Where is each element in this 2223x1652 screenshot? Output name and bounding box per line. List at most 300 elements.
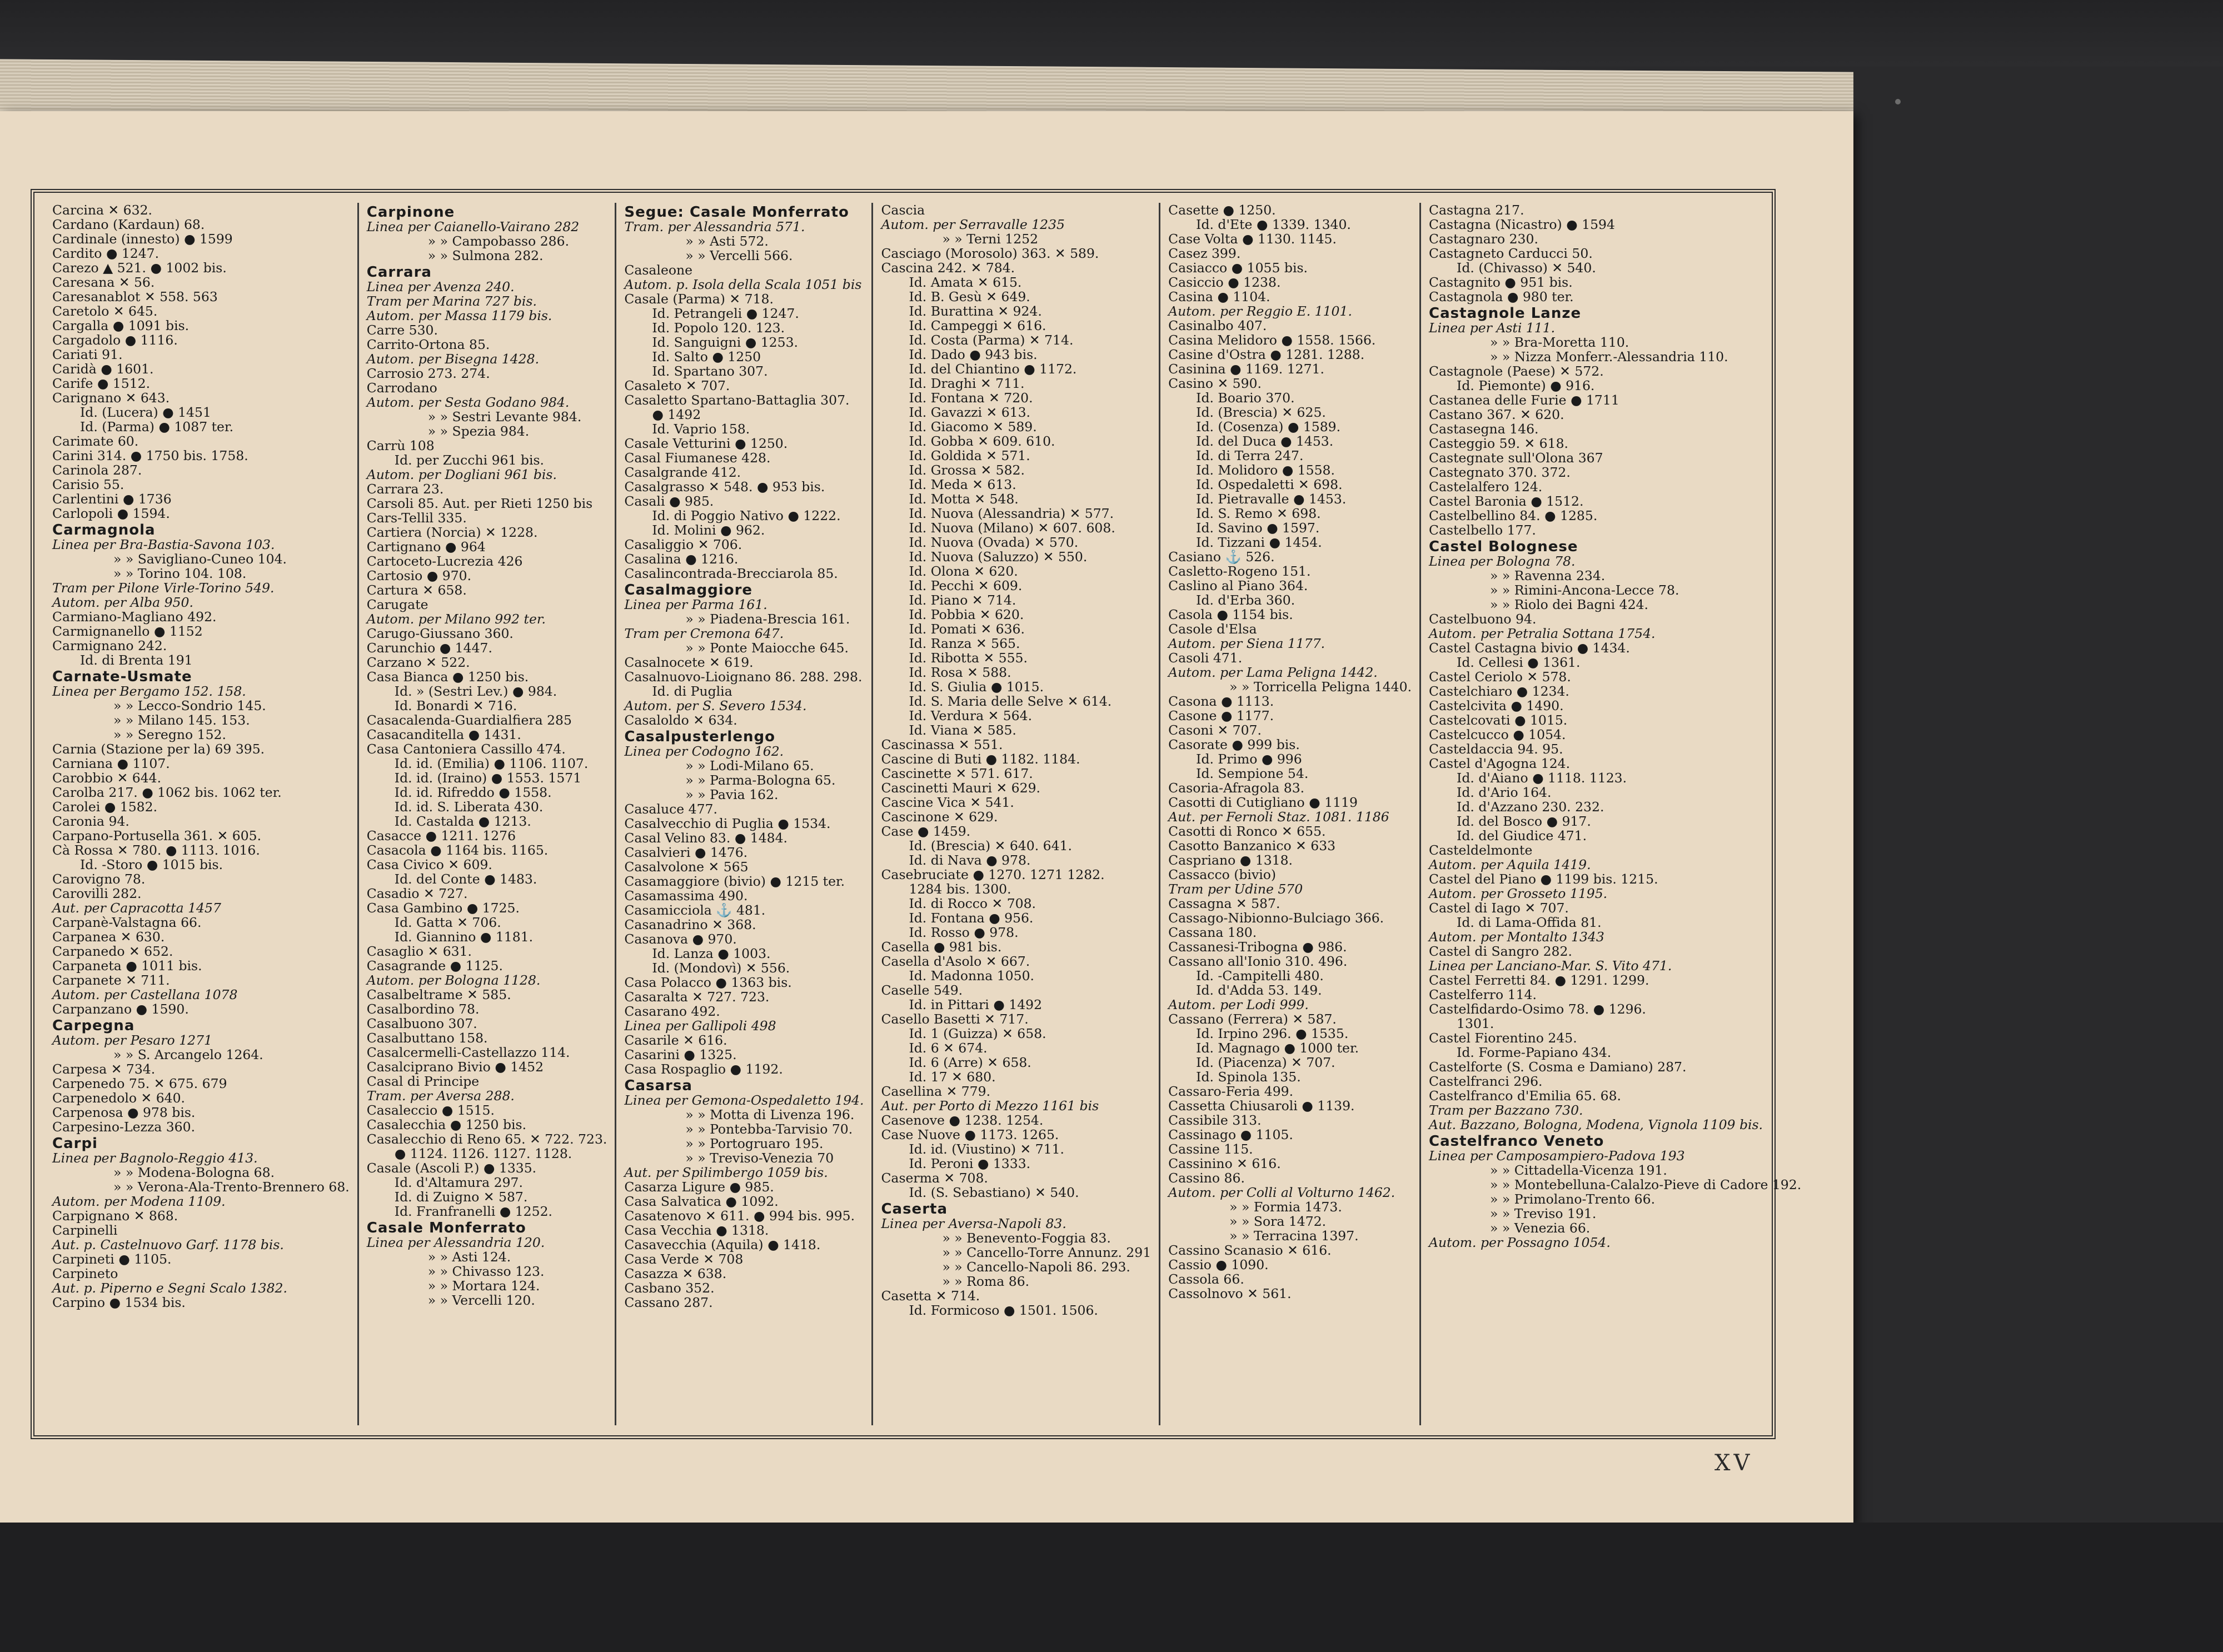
index-entry: Casacce ● 1211. 1276 xyxy=(366,828,516,844)
index-entry: Castano 367. ✕ 620. xyxy=(1429,407,1564,422)
index-entry: Castel d'Agogna 124. xyxy=(1429,756,1571,771)
index-entry: Cassino Scanasio ✕ 616. xyxy=(1168,1242,1332,1258)
index-entry: Id. per Zucchi 961 bis. xyxy=(394,452,545,468)
index-entry: Autom. per Pesaro 1271 xyxy=(52,1032,212,1048)
index-entry: Carobbio ✕ 644. xyxy=(52,770,162,786)
index-entry: Carre 530. xyxy=(366,322,438,338)
index-entry: Id. id. (Iraino) ● 1553. 1571 xyxy=(394,770,582,786)
index-entry: Carpinelli xyxy=(52,1222,118,1238)
index-entry: Casalecchio di Reno 65. ✕ 722. 723. xyxy=(366,1131,607,1147)
index-entry: Cardano (Kardaun) 68. xyxy=(52,217,205,232)
index-entry: Id. -Campitelli 480. xyxy=(1196,968,1324,984)
index-entry: Cascinone ✕ 629. xyxy=(881,809,998,825)
index-entry: Casale Vetturini ● 1250. xyxy=(624,436,788,451)
index-entry: Carlentini ● 1736 xyxy=(52,491,172,507)
index-entry: ● 1492 xyxy=(652,407,701,422)
index-entry: Casal Fiumanese 428. xyxy=(624,450,771,466)
index-entry: Casoria-Afragola 83. xyxy=(1168,780,1305,796)
index-entry: Autom. per Colli al Volturno 1462. xyxy=(1168,1185,1395,1200)
index-entry: Castel Castagna bivio ● 1434. xyxy=(1429,640,1630,656)
index-entry: Castelfranci 296. xyxy=(1429,1074,1543,1089)
index-entry: Id. Campeggi ✕ 616. xyxy=(909,318,1046,333)
index-entry: Id. del Chiantino ● 1172. xyxy=(909,361,1077,377)
index-entry: Id. (Piacenza) ✕ 707. xyxy=(1196,1055,1335,1070)
index-entry: » » Piadena-Brescia 161. xyxy=(685,611,850,627)
index-entry: Id. d'Azzano 230. 232. xyxy=(1457,799,1604,815)
index-entry: Cassago-Nibionno-Bulciago 366. xyxy=(1168,910,1384,926)
index-entry: Aut. per Fernoli Staz. 1081. 1186 xyxy=(1168,809,1389,825)
index-entry: » » Terracina 1397. xyxy=(1229,1228,1359,1244)
index-entry: Autom. per Petralia Sottana 1754. xyxy=(1429,626,1656,641)
index-entry: Castel di Iago ✕ 707. xyxy=(1429,900,1569,916)
index-entry: Castelcivita ● 1490. xyxy=(1429,698,1564,713)
index-entry: Castel Baronia ● 1512. xyxy=(1429,493,1584,509)
index-entry: Carmignanello ● 1152 xyxy=(52,623,203,639)
index-frame xyxy=(31,189,1802,1439)
index-entry: Id. Gatta ✕ 706. xyxy=(394,915,501,930)
index-entry: Tram per Pilone Virle-Torino 549. xyxy=(52,580,275,596)
index-entry: Id. Popolo 120. 123. xyxy=(652,320,785,336)
index-entry: Casine d'Ostra ● 1281. 1288. xyxy=(1168,347,1365,362)
index-entry: Castagnola ● 980 ter. xyxy=(1429,289,1574,305)
index-entry: Autom. per Lama Peligna 1442. xyxy=(1168,665,1378,680)
index-entry: Tram. per Alessandria 571. xyxy=(624,219,805,234)
index-entry: Casciago (Morosolo) 363. ✕ 589. xyxy=(881,246,1099,261)
index-entry: Autom. per Bologna 1128. xyxy=(366,972,541,988)
index-entry: » » Venezia 66. xyxy=(1490,1220,1591,1236)
dust-speck xyxy=(1895,99,1901,104)
index-entry: Cascine Vica ✕ 541. xyxy=(881,795,1014,810)
index-heading: Carrara xyxy=(366,264,432,281)
index-entry: Castel Ceriolo ✕ 578. xyxy=(1429,669,1571,685)
index-entry: Id. d'Adda 53. 149. xyxy=(1196,982,1322,998)
index-entry: Cascinette ✕ 571. 617. xyxy=(881,766,1033,781)
index-entry: Casello Basetti ✕ 717. xyxy=(881,1011,1029,1027)
index-entry: Id. Pecchi ✕ 609. xyxy=(909,578,1023,593)
index-entry: Casalina ● 1216. xyxy=(624,551,739,567)
index-entry: Aut. p. Castelnuovo Garf. 1178 bis. xyxy=(52,1237,284,1252)
index-entry: » » Torricella Peligna 1440. xyxy=(1229,679,1412,695)
index-entry: Id. Primo ● 996 xyxy=(1196,751,1302,767)
index-entry: Casteldaccia 94. 95. xyxy=(1429,741,1563,757)
index-entry: » » Asti 124. xyxy=(427,1249,511,1265)
index-entry: Id. Magnago ● 1000 ter. xyxy=(1196,1040,1359,1056)
index-entry: Linea per Lanciano-Mar. S. Vito 471. xyxy=(1429,958,1672,974)
index-entry: Casa Rospaglio ● 1192. xyxy=(624,1061,783,1077)
index-entry: Cassano (Ferrera) ✕ 587. xyxy=(1168,1011,1337,1027)
index-entry: Case Nuove ● 1173. 1265. xyxy=(881,1127,1059,1142)
index-entry: Id. Pietravalle ● 1453. xyxy=(1196,491,1347,507)
index-entry: Castel Ferretti 84. ● 1291. 1299. xyxy=(1429,972,1649,988)
index-entry: Id. Burattina ✕ 924. xyxy=(909,303,1042,319)
index-entry: Linea per Camposampiero-Padova 193 xyxy=(1429,1148,1685,1164)
index-entry: Casavecchia (Aquila) ● 1418. xyxy=(624,1237,821,1252)
index-entry: Autom. per Grosseto 1195. xyxy=(1429,886,1608,901)
index-entry: Id. Franfranelli ● 1252. xyxy=(394,1204,552,1219)
index-entry: Castelalfero 124. xyxy=(1429,479,1543,495)
index-entry: Id. Pobbia ✕ 620. xyxy=(909,607,1024,622)
index-entry: Cartoceto-Lucrezia 426 xyxy=(366,553,523,569)
index-entry: Id. del Duca ● 1453. xyxy=(1196,433,1334,449)
index-entry: Casalbuono 307. xyxy=(366,1016,477,1031)
index-entry: Autom. per Lodi 999. xyxy=(1168,997,1309,1012)
index-entry: Autom. per Alba 950. xyxy=(52,595,193,610)
index-heading: Segue: Casale Monferrato xyxy=(624,204,849,221)
index-entry: Casona ● 1113. xyxy=(1168,693,1274,709)
index-entry: Id. di Brenta 191 xyxy=(80,652,193,668)
index-entry: Autom. per Aquila 1419. xyxy=(1429,857,1591,872)
index-entry: Casteldelmonte xyxy=(1429,842,1533,858)
index-entry: Castegnate sull'Olona 367 xyxy=(1429,450,1603,466)
index-entry: Id. Madonna 1050. xyxy=(909,968,1035,984)
index-entry: Case Volta ● 1130. 1145. xyxy=(1168,231,1337,247)
index-entry: Tram per Marina 727 bis. xyxy=(366,293,537,309)
index-entry: Carsoli 85. Aut. per Rieti 1250 bis xyxy=(366,496,593,511)
index-entry: Casanadrino ✕ 368. xyxy=(624,917,756,932)
index-entry: Casoni ✕ 707. xyxy=(1168,722,1262,738)
index-entry: Castelforte (S. Cosma e Damiano) 287. xyxy=(1429,1059,1687,1075)
index-entry: Casa Polacco ● 1363 bis. xyxy=(624,975,792,990)
index-entry: Id. Bonardi ✕ 716. xyxy=(394,698,517,713)
index-entry: Casella d'Asolo ✕ 667. xyxy=(881,954,1030,969)
index-entry: Cassagna ✕ 587. xyxy=(1168,896,1280,911)
index-entry: Casaglio ✕ 631. xyxy=(366,944,472,959)
index-entry: Casiacco ● 1055 bis. xyxy=(1168,260,1308,276)
index-entry: Caresana ✕ 56. xyxy=(52,274,155,290)
index-entry: Autom. per Serravalle 1235 xyxy=(881,217,1065,232)
index-entry: Cartura ✕ 658. xyxy=(366,582,467,598)
index-entry: Carimate 60. xyxy=(52,433,139,449)
index-entry: » » Roma 86. xyxy=(942,1274,1030,1289)
index-entry: Casa Cantoniera Cassillo 474. xyxy=(366,741,566,757)
index-entry: Id. Fontana ✕ 720. xyxy=(909,390,1033,406)
index-entry: Id. Giannino ● 1181. xyxy=(394,929,534,945)
index-entry: Castelcovati ● 1015. xyxy=(1429,712,1568,728)
index-entry: Id. Ospedaletti ✕ 698. xyxy=(1196,477,1343,492)
index-entry: Caslino al Piano 364. xyxy=(1168,578,1308,593)
index-entry: Id. Meda ✕ 613. xyxy=(909,477,1016,492)
index-entry: Carniana ● 1107. xyxy=(52,756,170,771)
index-entry: Id. id. (Emilia) ● 1106. 1107. xyxy=(394,756,589,771)
index-entry: Carrosio 273. 274. xyxy=(366,366,490,381)
index-entry: Castelfidardo-Osimo 78. ● 1296. xyxy=(1429,1001,1646,1017)
index-entry: Id. Cellesi ● 1361. xyxy=(1457,655,1581,670)
index-entry: Id. Amata ✕ 615. xyxy=(909,274,1022,290)
index-entry: » » Terni 1252 xyxy=(942,231,1039,247)
index-heading: Carpinone xyxy=(366,204,455,221)
index-entry: Castelbuono 94. xyxy=(1429,611,1537,627)
index-entry: Id. (Brescia) ✕ 640. 641. xyxy=(909,838,1072,854)
index-entry: Carpineto xyxy=(52,1266,118,1281)
index-entry: Cassano all'Ionio 310. 496. xyxy=(1168,954,1348,969)
index-entry: Cassana 180. xyxy=(1168,925,1257,940)
index-entry: Id. Viana ✕ 585. xyxy=(909,722,1016,738)
index-heading: Casalpusterlengo xyxy=(624,728,775,745)
index-entry: Id. Vaprio 158. xyxy=(652,421,750,437)
index-entry: Id. (Chivasso) ✕ 540. xyxy=(1457,260,1596,276)
index-entry: Casaleccio ● 1515. xyxy=(366,1102,495,1118)
index-entry: Carpesa ✕ 734. xyxy=(52,1061,156,1077)
index-entry: Carzano ✕ 522. xyxy=(366,655,470,670)
index-entry: Cassolnovo ✕ 561. xyxy=(1168,1286,1292,1301)
index-entry: Id. Gobba ✕ 609. 610. xyxy=(909,433,1055,449)
index-entry: Casez 399. xyxy=(1168,246,1241,261)
index-entry: Id. Nuova (Saluzzo) ✕ 550. xyxy=(909,549,1088,565)
index-entry: Cardito ● 1247. xyxy=(52,246,160,261)
index-entry: Linea per Bergamo 152. 158. xyxy=(52,683,246,699)
index-entry: Cassanesi-Tribogna ● 986. xyxy=(1168,939,1347,955)
index-heading: Castel Bolognese xyxy=(1429,538,1578,555)
index-entry: Casamicciola ⚓ 481. xyxy=(624,902,766,918)
index-entry: Cardinale (innesto) ● 1599 xyxy=(52,231,233,247)
index-entry: » » Campobasso 286. xyxy=(427,233,570,249)
index-entry: Id. d'Aiano ● 1118. 1123. xyxy=(1457,770,1627,786)
index-entry: » » Lodi-Milano 65. xyxy=(685,758,814,773)
index-entry: Autom. per Modena 1109. xyxy=(52,1194,226,1209)
index-entry: Carpanedo ✕ 652. xyxy=(52,944,173,959)
index-entry: Id. id. Rifreddo ● 1558. xyxy=(394,785,552,800)
index-entry: Casarano 492. xyxy=(624,1004,720,1019)
index-entry: Id. B. Gesù ✕ 649. xyxy=(909,289,1030,305)
index-entry: Casal Velino 83. ● 1484. xyxy=(624,830,788,846)
index-entry: » » Pavia 162. xyxy=(685,787,779,802)
index-entry: » » S. Arcangelo 1264. xyxy=(113,1047,263,1062)
index-heading: Castagnole Lanze xyxy=(1429,305,1582,322)
index-entry: Autom. per Sesta Godano 984. xyxy=(366,395,570,410)
index-entry: » » Pontebba-Tarvisio 70. xyxy=(685,1121,853,1137)
index-entry: Casalgrasso ✕ 548. ● 953 bis. xyxy=(624,479,825,495)
index-entry: Cassinino ✕ 616. xyxy=(1168,1156,1281,1171)
index-heading: Carpi xyxy=(52,1135,98,1152)
index-entry: Id. Piano ✕ 714. xyxy=(909,592,1016,608)
index-column xyxy=(1421,203,1809,1425)
index-entry: Id. Tizzani ● 1454. xyxy=(1196,535,1322,550)
index-entry: Castagnito ● 951 bis. xyxy=(1429,274,1573,290)
index-entry: Carpenosa ● 978 bis. xyxy=(52,1105,196,1120)
index-entry: Casa Civico ✕ 609. xyxy=(366,857,492,872)
index-entry: Id. Petrangeli ● 1247. xyxy=(652,306,799,321)
index-entry: Id. Sempione 54. xyxy=(1196,766,1309,781)
index-entry: Id. Piemonte) ● 916. xyxy=(1457,378,1595,393)
index-entry: Casale (Ascoli P.) ● 1335. xyxy=(366,1160,537,1176)
index-entry: Casale (Parma) ✕ 718. xyxy=(624,291,774,307)
index-entry: Autom. p. Isola della Scala 1051 bis xyxy=(624,277,862,292)
index-entry: Linea per Caianello-Vairano 282 xyxy=(366,219,580,234)
index-entry: Cassano 287. xyxy=(624,1295,713,1310)
index-entry: » » Chivasso 123. xyxy=(427,1264,545,1279)
index-column xyxy=(616,203,873,1425)
index-entry: » » Bra-Moretta 110. xyxy=(1490,335,1629,350)
index-entry: Casletto-Rogeno 151. xyxy=(1168,563,1311,579)
index-heading: Carmagnola xyxy=(52,522,156,538)
index-entry: Casalbuttano 158. xyxy=(366,1030,488,1046)
index-entry: Carpaneta ● 1011 bis. xyxy=(52,958,202,974)
index-entry: Cascia xyxy=(881,202,925,218)
index-entry: Id. S. Giulia ● 1015. xyxy=(909,679,1044,695)
index-entry: Casellina ✕ 779. xyxy=(881,1084,991,1099)
index-entry: Caserma ✕ 708. xyxy=(881,1170,988,1186)
index-entry: Cascinetti Mauri ✕ 629. xyxy=(881,780,1041,796)
index-entry: Id. Dado ● 943 bis. xyxy=(909,347,1038,362)
index-entry: Castelcucco ● 1054. xyxy=(1429,727,1566,742)
index-entry: Casal di Principe xyxy=(366,1074,480,1089)
index-entry: Casola ● 1154 bis. xyxy=(1168,607,1293,622)
index-entry: Cassio ● 1090. xyxy=(1168,1257,1269,1272)
index-entry: 1284 bis. 1300. xyxy=(909,881,1011,897)
index-entry: Id. Molini ● 962. xyxy=(652,522,765,538)
index-entry: » » Mortara 124. xyxy=(427,1278,540,1294)
index-entry: Casalvolone ✕ 565 xyxy=(624,859,749,875)
index-entry: Autom. per Dogliani 961 bis. xyxy=(366,467,557,482)
background-top xyxy=(0,0,2223,67)
index-entry: Aut. p. Piperno e Segni Scalo 1382. xyxy=(52,1280,287,1296)
background-bottom xyxy=(0,1523,2223,1652)
index-entry: Autom. per Possagno 1054. xyxy=(1429,1235,1611,1250)
index-entry: Id. Spinola 135. xyxy=(1196,1069,1301,1085)
index-entry: Casina Melidoro ● 1558. 1566. xyxy=(1168,332,1376,348)
index-entry: Case ● 1459. xyxy=(881,823,971,839)
book-page xyxy=(0,111,1853,1525)
index-entry: Carisio 55. xyxy=(52,477,124,492)
index-entry: Casaleone xyxy=(624,262,693,278)
index-entry: Castelbello 177. xyxy=(1429,522,1536,538)
index-entry: Aut. Bazzano, Bologna, Modena, Vignola 1109 bis. xyxy=(1429,1117,1763,1132)
index-entry: Casa Bianca ● 1250 bis. xyxy=(366,669,529,685)
index-entry: Carrodano xyxy=(366,380,437,396)
index-entry: Casiccio ● 1238. xyxy=(1168,274,1281,290)
index-entry: Id. di Terra 247. xyxy=(1196,448,1304,463)
index-entry: Caronia 94. xyxy=(52,813,129,829)
index-entry: Tram. per Aversa 288. xyxy=(366,1088,515,1104)
index-entry: Cars-Tellil 335. xyxy=(366,510,467,526)
index-entry: Carmiano-Magliano 492. xyxy=(52,609,217,625)
index-entry: Id. del Conte ● 1483. xyxy=(394,871,537,887)
index-entry: Casamaggiore (bivio) ● 1215 ter. xyxy=(624,874,845,889)
index-entry: Casteggio 59. ✕ 618. xyxy=(1429,436,1568,451)
index-entry: Castel di Sangro 282. xyxy=(1429,944,1572,959)
index-entry: Casaletto Spartano-Battaglia 307. xyxy=(624,392,850,408)
index-heading: Carpegna xyxy=(52,1017,135,1034)
index-entry: Casadio ✕ 727. xyxy=(366,886,468,901)
index-entry: » » Verona-Ala-Trento-Brennero 68. xyxy=(113,1179,350,1195)
index-entry: Id. Ribotta ✕ 555. xyxy=(909,650,1028,666)
index-entry: Id. Formicoso ● 1501. 1506. xyxy=(909,1302,1098,1318)
index-entry: Cassinago ● 1105. xyxy=(1168,1127,1293,1142)
index-entry: Casalbordino 78. xyxy=(366,1001,480,1017)
index-entry: Id. di Puglia xyxy=(652,683,732,699)
index-entry: Autom. per Milano 992 ter. xyxy=(366,611,546,627)
index-entry: Id. di Zuigno ✕ 587. xyxy=(394,1189,528,1205)
index-entry: Id. d'Erba 360. xyxy=(1196,592,1295,608)
index-entry: » » Primolano-Trento 66. xyxy=(1490,1191,1656,1207)
index-entry: Id. di Poggio Nativo ● 1222. xyxy=(652,508,841,523)
index-entry: » » Lecco-Sondrio 145. xyxy=(113,698,266,713)
index-entry: Linea per Alessandria 120. xyxy=(366,1235,545,1250)
index-entry: Casalbeltrame ✕ 585. xyxy=(366,987,511,1002)
index-entry: Casali ● 985. xyxy=(624,493,714,509)
index-entry: Carpenedo 75. ✕ 675. 679 xyxy=(52,1076,227,1091)
index-entry: Id. d'Ario 164. xyxy=(1457,785,1552,800)
index-entry: Id. 6 ✕ 674. xyxy=(909,1040,988,1056)
index-entry: Casa Gambino ● 1725. xyxy=(366,900,520,916)
index-entry: Id. 1 (Guizza) ✕ 658. xyxy=(909,1026,1046,1041)
index-entry: Castasegna 146. xyxy=(1429,421,1539,437)
index-entry: » » Savigliano-Cuneo 104. xyxy=(113,551,287,567)
index-entry: Id. del Bosco ● 917. xyxy=(1457,813,1591,829)
index-entry: Castagna (Nicastro) ● 1594 xyxy=(1429,217,1615,232)
index-entry: » » Nizza Monferr.-Alessandria 110. xyxy=(1490,349,1728,365)
index-entry: Casanova ● 970. xyxy=(624,931,737,947)
index-entry: Castanea delle Furie ● 1711 xyxy=(1429,392,1619,408)
index-entry: Id. Nuova (Ovada) ✕ 570. xyxy=(909,535,1079,550)
index-entry: » » Ravenna 234. xyxy=(1490,568,1606,583)
index-entry: Casinina ● 1169. 1271. xyxy=(1168,361,1324,377)
index-entry: Cà Rossa ✕ 780. ● 1113. 1016. xyxy=(52,842,260,858)
index-entry: Castagnaro 230. xyxy=(1429,231,1538,247)
index-entry: Id. in Pittari ● 1492 xyxy=(909,997,1043,1012)
index-entry: Id. » (Sestri Lev.) ● 984. xyxy=(394,683,557,699)
index-entry: Id. Grossa ✕ 582. xyxy=(909,462,1025,478)
index-entry: Linea per Asti 111. xyxy=(1429,320,1556,336)
index-entry: Id. Olona ✕ 620. xyxy=(909,563,1018,579)
index-entry: Id. Ranza ✕ 565. xyxy=(909,636,1020,651)
index-entry: Casaloldo ✕ 634. xyxy=(624,712,737,728)
index-entry: Id. d'Altamura 297. xyxy=(394,1175,523,1190)
index-entry: Casa Verde ✕ 708 xyxy=(624,1251,744,1267)
index-entry: Casebruciate ● 1270. 1271 1282. xyxy=(881,867,1105,882)
index-entry: Id. Rosa ✕ 588. xyxy=(909,665,1011,680)
index-entry: Carezo ▲ 521. ● 1002 bis. xyxy=(52,260,227,276)
index-entry: Casatenovo ✕ 611. ● 994 bis. 995. xyxy=(624,1208,855,1224)
index-entry: » » Cancello-Torre Annunz. 291 xyxy=(942,1245,1152,1260)
index-entry: ● 1124. 1126. 1127. 1128. xyxy=(394,1146,572,1161)
index-entry: Autom. per Castellana 1078 xyxy=(52,987,238,1002)
index-entry: Linea per Aversa-Napoli 83. xyxy=(881,1216,1066,1231)
index-entry: Carpenedolo ✕ 640. xyxy=(52,1090,186,1106)
index-column xyxy=(873,203,1160,1425)
index-entry: Casarile ✕ 616. xyxy=(624,1032,727,1048)
index-entry: Cassetta Chiusaroli ● 1139. xyxy=(1168,1098,1355,1114)
index-entry: Caresanablot ✕ 558. 563 xyxy=(52,289,218,305)
index-entry: Carpanea ✕ 630. xyxy=(52,929,165,945)
index-entry: Cassino 86. xyxy=(1168,1170,1245,1186)
index-entry: Casbano 352. xyxy=(624,1280,715,1296)
index-entry: » » Rimini-Ancona-Lecce 78. xyxy=(1490,582,1679,598)
index-entry: Carugo-Giussano 360. xyxy=(366,626,514,641)
index-entry: Casalnuovo-Lioignano 86. 288. 298. xyxy=(624,669,863,685)
index-entry: Carpanzano ● 1590. xyxy=(52,1001,189,1017)
index-entry: Casette ● 1250. xyxy=(1168,202,1276,218)
index-entry: Id. (Mondovì) ✕ 556. xyxy=(652,960,790,976)
index-heading: Castelfranco Veneto xyxy=(1429,1133,1604,1150)
index-entry: Cargalla ● 1091 bis. xyxy=(52,318,190,333)
index-entry: Id. Molidoro ● 1558. xyxy=(1196,462,1335,478)
index-entry: Caselle 549. xyxy=(881,982,963,998)
index-entry: » » Cittadella-Vicenza 191. xyxy=(1490,1162,1667,1178)
index-entry: Carpano-Portusella 361. ✕ 605. xyxy=(52,828,262,844)
index-entry: Cascinassa ✕ 551. xyxy=(881,737,1003,752)
index-entry: Casalecchia ● 1250 bis. xyxy=(366,1117,527,1132)
index-heading: Casarsa xyxy=(624,1077,692,1094)
index-entry: Id. Peroni ● 1333. xyxy=(909,1156,1031,1171)
index-entry: Id. (Lucera) ● 1451 xyxy=(80,405,211,420)
index-entry: Casotto Banzanico ✕ 633 xyxy=(1168,838,1336,854)
index-entry: Casalgrande 412. xyxy=(624,465,741,480)
index-entry: Id. Irpino 296. ● 1535. xyxy=(1196,1026,1349,1041)
index-entry: Tram per Udine 570 xyxy=(1168,881,1303,897)
index-entry: Aut. per Spilimbergo 1059 bis. xyxy=(624,1165,828,1180)
index-entry: Casarini ● 1325. xyxy=(624,1047,737,1062)
